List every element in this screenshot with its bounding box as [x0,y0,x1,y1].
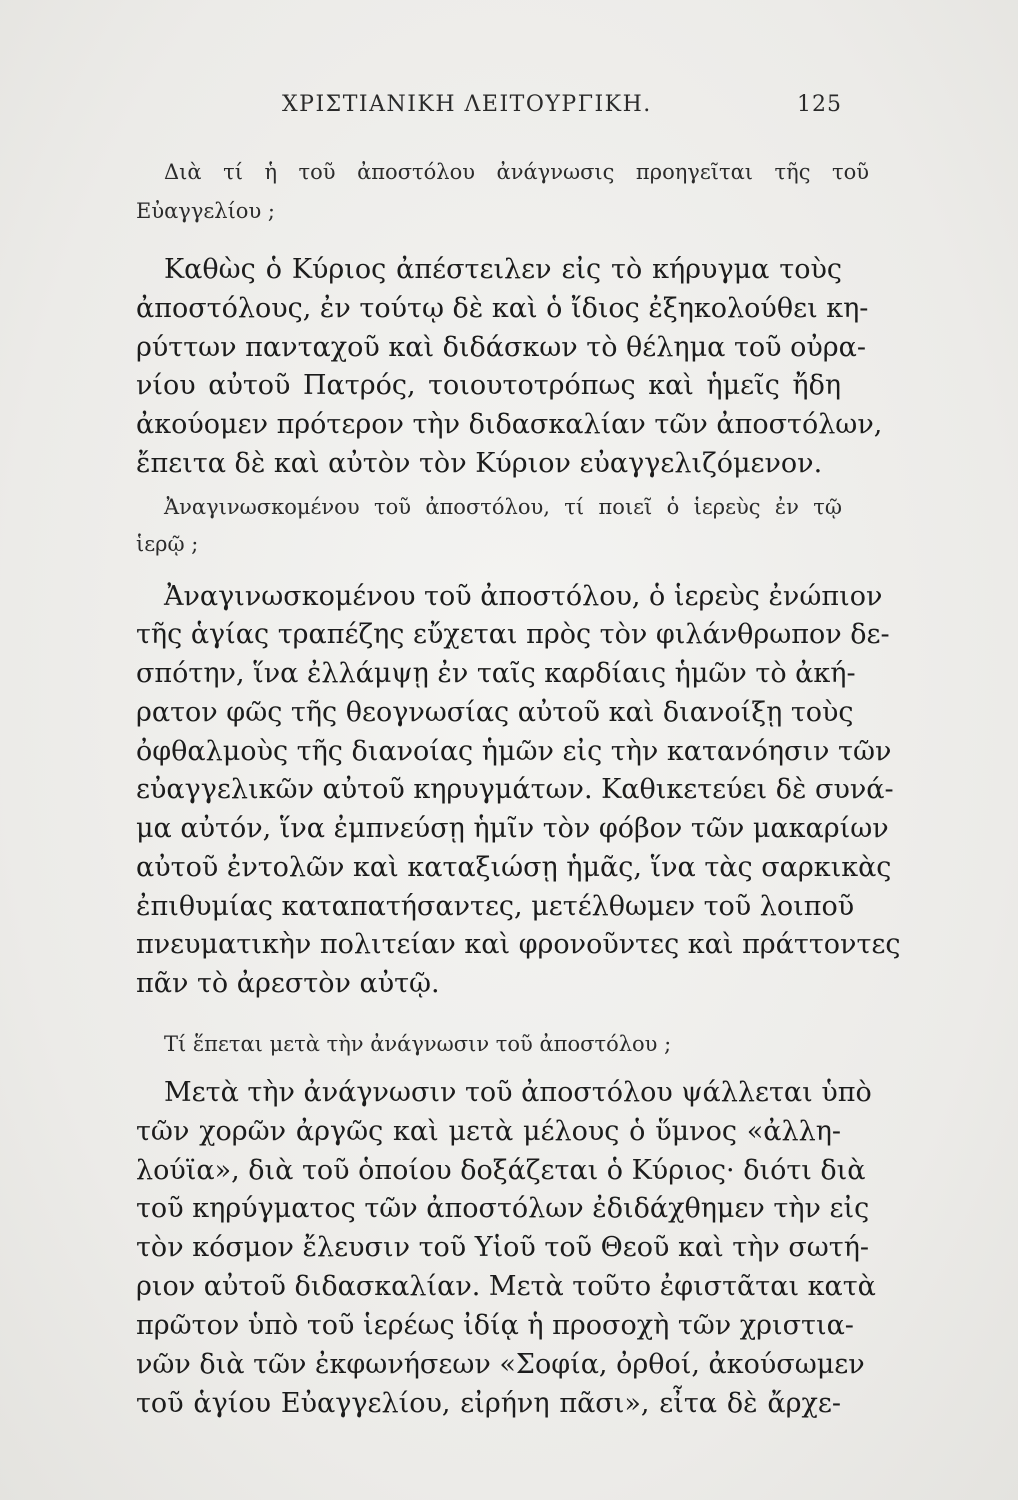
answer-line: εὐαγγελικῶν αὐτοῦ κηρυγμάτων. Καθικετεύει δὲ συνά- [136,774,894,805]
answer-line: τὸν κόσμον ἔλευσιν τοῦ Υἱοῦ τοῦ Θεοῦ καὶ τὴν σωτή- [136,1232,870,1263]
question-line: Διὰ τί ἡ τοῦ ἀποστόλου ἀνάγνωσις προηγεῖται τῆς τοῦ [164,160,869,184]
page-number: 125 [797,92,842,117]
answer-line: Καθὼς ὁ Κύριος ἀπέστειλεν εἰς τὸ κήρυγμα τοὺς [164,254,842,285]
running-header [282,92,842,128]
answer-line: μα αὐτόν, ἵνα ἐμπνεύσῃ ἡμῖν τὸν φόβον τῶν μακαρίων [136,813,889,844]
answer-line: πᾶν τὸ ἀρεστὸν αὐτῷ. [136,968,440,999]
answer-line: ὀφθαλμοὺς τῆς διανοίας ἡμῶν εἰς τὴν κατανόησιν τῶν [136,736,892,767]
answer-line: λούϊα», διὰ τοῦ ὁποίου δοξάζεται ὁ Κύριος· διότι διὰ [136,1155,866,1186]
answer-line: πνευματικὴν πολιτείαν καὶ φρονοῦντες καὶ πράττοντες [136,929,901,960]
question-line: Εὐαγγελίου ; [136,199,275,223]
answer-line: τῶν χορῶν ἀργῶς καὶ μετὰ μέλους ὁ ὕμνος «ἀλλη- [136,1116,841,1147]
answer-line: ρατον φῶς τῆς θεογνωσίας αὐτοῦ καὶ διανοίξῃ τοὺς [136,697,854,728]
question-line: Τί ἕπεται μετὰ τὴν ἀνάγνωσιν τοῦ ἀποστόλου ; [164,1032,672,1056]
answer-line: Ἀναγινωσκομένου τοῦ ἀποστόλου, ὁ ἱερεὺς ἐνώπιον [164,581,883,612]
answer-line: ἔπειτα δὲ καὶ αὐτὸν τὸν Κύριον εὐαγγελιζόμενον. [136,448,823,479]
answer-line: τοῦ ἁγίου Εὐαγγελίου, εἰρήνη πᾶσι», εἶτα δὲ ἄρχε- [136,1388,841,1419]
answer-line: Μετὰ τὴν ἀνάγνωσιν τοῦ ἀποστόλου ψάλλεται ὑπὸ [164,1077,872,1108]
answer-line: νίου αὐτοῦ Πατρός, τοιουτοτρόπως καὶ ἡμεῖς ἤδη [136,370,841,401]
question-line: Ἀναγινωσκομένου τοῦ ἀποστόλου, τί ποιεῖ ὁ ἱερεὺς ἐν τῷ [164,495,842,519]
answer-line: νῶν διὰ τῶν ἐκφωνήσεων «Σοφία, ὀρθοί, ἀκούσωμεν [136,1349,865,1380]
answer-line: τῆς ἁγίας τραπέζης εὔχεται πρὸς τὸν φιλάνθρωπον δε- [136,619,890,650]
answer-line: ἐπιθυμίας καταπατήσαντες, μετέλθωμεν τοῦ λοιποῦ [136,891,855,922]
answer-line: ρύττων πανταχοῦ καὶ διδάσκων τὸ θέλημα τοῦ οὐρα- [136,332,867,363]
answer-line: σπότην, ἵνα ἐλλάμψῃ ἐν ταῖς καρδίαις ἡμῶν τὸ ἀκή- [136,658,856,689]
running-title: ΧΡΙΣΤΙΑΝΙΚΗ ΛΕΙΤΟΥΡΓΙΚΗ. [282,92,652,117]
question-line: ἱερῷ ; [136,532,199,556]
answer-line: τοῦ κηρύγματος τῶν ἀποστόλων ἐδιδάχθημεν τὴν εἰς [136,1193,870,1224]
answer-line: ριον αὐτοῦ διδασκαλίαν. Μετὰ τοῦτο ἐφιστᾶται κατὰ [136,1271,876,1302]
answer-line: ἀποστόλους, ἐν τούτῳ δὲ καὶ ὁ ἴδιος ἐξηκολούθει κη- [136,293,869,324]
answer-line: ἀκούομεν πρότερον τὴν διδασκαλίαν τῶν ἀποστόλων, [136,409,883,440]
answer-line: αὐτοῦ ἐντολῶν καὶ καταξιώσῃ ἡμᾶς, ἵνα τὰς σαρκικὰς [136,852,892,883]
answer-line: πρῶτον ὑπὸ τοῦ ἱερέως ἰδίᾳ ἡ προσοχὴ τῶν χριστια- [136,1310,854,1341]
